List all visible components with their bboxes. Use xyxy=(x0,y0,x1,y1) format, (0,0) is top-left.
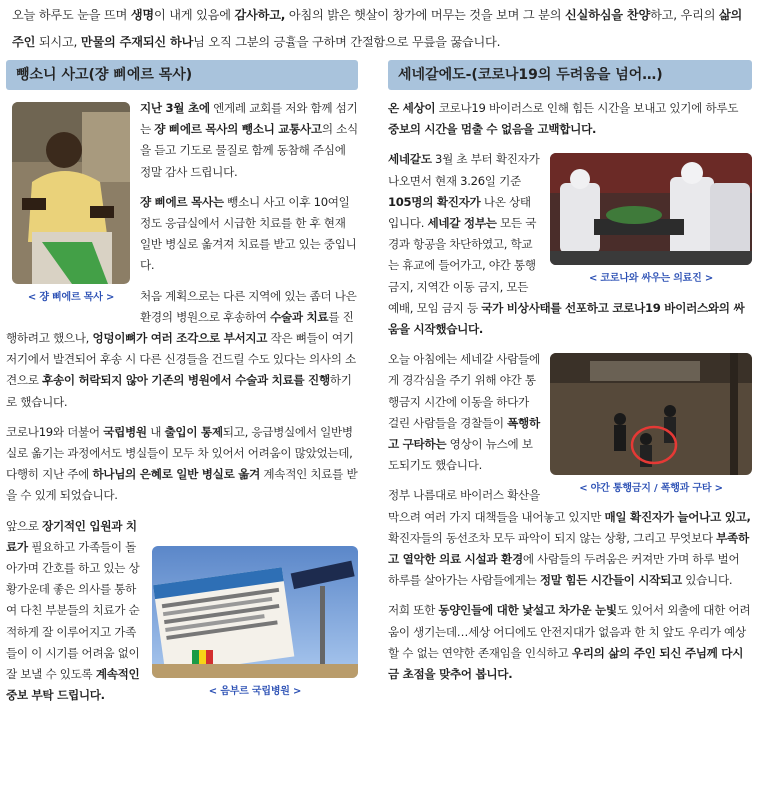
emphasis-text: 쟝 삐에르 목사의 뺑소니 교통사고 xyxy=(154,122,322,137)
right-column-body xyxy=(388,98,752,685)
right-para-4 xyxy=(388,485,752,591)
body-text: 3월 초 부터 확진자가 나오면서 현재 3.26일 기준 xyxy=(388,152,540,188)
emphasis-text: 세네갈도 xyxy=(388,152,432,167)
body-text: 있습니다. xyxy=(681,573,733,588)
intro-text: 아침의 밝은 햇살이 창가에 머무는 것을 보며 그 분의 xyxy=(285,8,565,22)
intro-text: 오늘 하루도 눈을 뜨며 xyxy=(12,8,131,22)
body-text: 계속적인 치료를 받을 수 있게 되었습니다. xyxy=(6,467,358,503)
emphasis-text: 장기적인 입원과 치료가 xyxy=(6,518,137,554)
body-text: 의 소식을 듣고 기도로 물질로 함께 동참해 주심에 정말 감사 드립니다. xyxy=(140,122,358,179)
body-text: 뺑소니 사고 이후 10여일 정도 응급실에서 시급한 치료를 한 후 현재 일반 병실로 옮겨져 치료를 받고 있는 중입니다. xyxy=(140,194,357,273)
body-text: 도 있어서 외출에 대한 어려움이 생기는데…세상 어디에도 안전지대가 없음과 한 치 앞도 우리가 예상할 수 없는 연약한 존재임을 인식하고 xyxy=(388,603,751,660)
curfew-photo-block xyxy=(550,353,752,499)
body-text: 영상이 뉴스에 보도되기도 했습니다. xyxy=(388,437,533,473)
right-column-header: 세네갈에도-(코로나19의 두려움을 넘어…) xyxy=(388,60,752,90)
emphasis-text: 동양인들에 대한 낯설고 차가운 눈빛 xyxy=(438,603,617,618)
body-text: 오늘 아침에는 세네갈 사람들에게 경각심을 주기 위해 야간 통행금지 시간에 이동을 하다가 걸린 사람들을 경찰들이 xyxy=(388,352,540,430)
emphasis-text: 엉덩이뼈가 여러 조각으로 부서지고 xyxy=(92,331,268,346)
right-para-1 xyxy=(388,98,752,140)
intro-text: 님 오직 그분의 긍휼을 구하며 간절함으로 무릎을 꿇습니다. xyxy=(193,35,501,49)
left-column-body xyxy=(6,98,358,706)
intro-bold: 삶의 주인 xyxy=(12,8,743,49)
body-text: 확진자들의 동선조차 모두 파악이 되지 않는 상황, 그리고 무엇보다 xyxy=(388,530,717,545)
medics-photo xyxy=(550,153,752,265)
hospital-photo-caption: < 음부르 국립병원 > xyxy=(208,685,302,697)
body-text: 모든 국경과 항공을 차단하였고, 학교는 휴교에 들어가고, 야간 통행금지, 지역간 이동 금지, 모든 예배, 모임 금지 등 xyxy=(388,216,537,315)
emphasis-text: 중보의 시간을 멈출 수 없음을 고백합니다. xyxy=(388,122,597,137)
body-text: 나온 상태입니다. xyxy=(388,194,531,231)
body-text: 내 xyxy=(146,424,165,439)
medics-photo-block xyxy=(550,153,752,289)
pastor-photo-caption: < 쟝 삐에르 목사 > xyxy=(27,292,115,303)
left-para-4 xyxy=(6,422,358,507)
curfew-photo xyxy=(550,353,752,475)
left-column xyxy=(6,60,358,715)
intro-bold: 만물의 주재되신 하나 xyxy=(80,35,194,49)
body-text: 앞으로 xyxy=(6,518,43,533)
emphasis-text: 계속적인 중보 부탁 드립니다. xyxy=(6,667,140,703)
body-text: 코로나19 바이러스로 인해 힘든 시간을 보내고 있기에 하루도 xyxy=(435,101,739,115)
body-text: 엔게레 교회를 저와 함께 섬기는 xyxy=(140,101,358,137)
intro-paragraph xyxy=(12,2,750,56)
body-text: 작은 뼈들이 여기저기에서 발견되어 후송 시 다른 신경들을 건드릴 수도 있다는 의사의 소견으로 xyxy=(6,331,356,388)
emphasis-text: 지난 3월 초에 xyxy=(140,101,210,115)
pastor-photo-block xyxy=(12,102,130,308)
intro-bold: 생명 xyxy=(130,8,155,22)
emphasis-text: 세네갈 정부는 xyxy=(427,216,497,231)
body-text: 필요하고 가족들이 돌아가며 간호를 하고 있는 상황가운데 좋은 의사를 통하여 다친 부분들의 치료가 순적하게 잘 이루어지고 가족들이 이 시기를 어려움 없이 잘 보낼 수 있도록 xyxy=(6,539,140,682)
emphasis-text: 수술과 치료 xyxy=(270,309,329,324)
emphasis-text: 쟝 삐에르 목사는 xyxy=(140,194,224,209)
body-text: 저희 또한 xyxy=(388,603,439,618)
body-text: 에 사람들의 두려움은 커져만 가며 하루 벌어 하루를 살아가는 사람들에게는 xyxy=(388,552,740,588)
emphasis-text: 정말 힘든 시간들이 시작되고 xyxy=(539,573,682,588)
intro-bold: 감사하고, xyxy=(234,8,286,22)
intro-text: 되시고, xyxy=(35,35,81,49)
emphasis-text: 매일 확진자가 늘어나고 있고, xyxy=(604,509,751,524)
right-para-5 xyxy=(388,600,752,685)
intro-bold: 신실하심을 찬양 xyxy=(565,8,651,22)
medics-photo-caption: < 코로나와 싸우는 의료진 > xyxy=(588,273,714,285)
emphasis-text: 출입이 통제 xyxy=(164,424,223,439)
intro-text: 하고, 우리의 xyxy=(650,8,719,22)
emphasis-text: 국립병원 xyxy=(103,424,147,439)
body-text: 를 진행하려고 했으나, xyxy=(6,309,354,346)
emphasis-text: 후송이 허락되지 않아 기존의 병원에서 수술과 치료를 진행 xyxy=(42,373,330,388)
body-text: 정부 나름대로 바이러스 확산을 막으려 여러 가지 대책들을 내어놓고 있지만 xyxy=(388,488,605,524)
left-column-header: 뺑소니 사고(쟝 삐에르 목사) xyxy=(6,60,358,90)
emphasis-text: 우리의 삶의 주인 되신 주님께 다시금 초점을 맞추어 봅니다. xyxy=(388,645,744,682)
emphasis-text: 하나님의 은혜로 일반 병실로 옮겨 xyxy=(92,467,261,482)
body-text: 되고, 응급병실에서 일반병실로 옮기는 과정에서도 병실들이 모두 차 있어서 어려움이 많았었는데, 다행히 지난 주에 xyxy=(6,424,353,482)
right-column xyxy=(388,60,752,694)
body-text: 하기로 했습니다. xyxy=(6,373,352,409)
curfew-photo-caption: < 야간 통행금지 / 폭행과 구타 > xyxy=(579,483,723,495)
emphasis-text: 폭행하고 구타하는 xyxy=(388,415,540,452)
emphasis-text: 국가 비상사태를 선포하고 코로나19 바이러스와의 싸움을 시작했습니다. xyxy=(388,300,745,337)
intro-text: 이 내게 있음에 xyxy=(154,8,235,22)
body-text: 코로나19와 더불어 xyxy=(6,424,104,439)
pastor-photo xyxy=(12,102,130,284)
hospital-photo xyxy=(152,546,358,678)
emphasis-text: 온 세상이 xyxy=(388,101,436,115)
hospital-photo-block xyxy=(152,546,358,702)
emphasis-text: 부족하고 열악한 의료 시설과 환경 xyxy=(388,530,749,567)
emphasis-text: 105명의 확진자가 xyxy=(388,194,481,209)
body-text: 처음 계획으로는 다른 지역에 있는 좀더 나은 환경의 병원으로 후송하여 xyxy=(140,288,357,324)
